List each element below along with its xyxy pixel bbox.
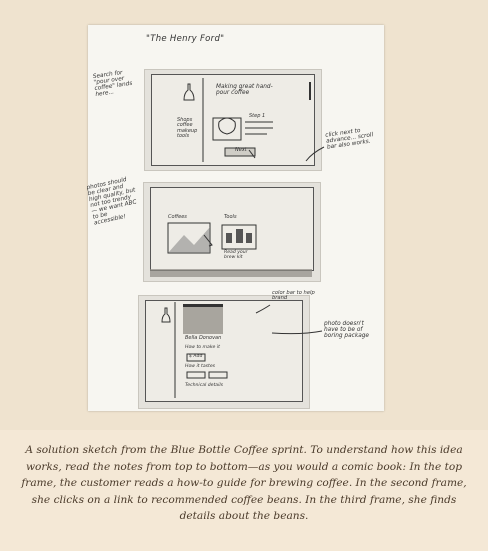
frame-3-tech: Technical details [185, 383, 224, 388]
frame-1-step: Step 1 [249, 113, 266, 119]
frame-3-taste: How it tastes [185, 364, 216, 369]
frame-1-side: Shops coffee makeup tools [177, 117, 198, 139]
note-photo-package: photo doesn't have to be of boring package [324, 321, 369, 340]
sketch-paper [88, 25, 384, 411]
note-color-bar: color bar to help brand [272, 290, 315, 302]
frame-3-product: Bella Donovan [185, 335, 222, 341]
note-photos: photos should be clear and high quality, but not too trendy — we want ABC to be accessible! [86, 176, 138, 227]
frame-2-right-caption: Read your brew kit [224, 250, 248, 260]
note-click-next: click next to advance... scroll bar also works. [324, 127, 374, 151]
figure-caption: A solution sketch from the Blue Bottle Coffee sprint. To understand how this idea works, read the notes from top to bottom—as you would a comic book: In the top frame, the customer reads a how-to guide for brewing coffee. In the second frame, she clicks on a link to recommended coffee beans. In the third frame, she finds details about the beans. [21, 444, 467, 522]
frame-3-howto: How to make it [185, 345, 220, 350]
frame-1-next-button: Next [235, 147, 247, 153]
note-search: Search for "pour over coffee" lands here... [92, 70, 133, 99]
sketch-title: "The Henry Ford" [146, 34, 225, 44]
frame-2-right: Tools [224, 214, 237, 220]
frame-2-left: Coffees [168, 214, 187, 220]
frame-3-price: $ Add [189, 354, 203, 359]
frame-1-heading: Making great hand-pour coffee [216, 84, 273, 97]
annotation-arrows [88, 25, 384, 411]
